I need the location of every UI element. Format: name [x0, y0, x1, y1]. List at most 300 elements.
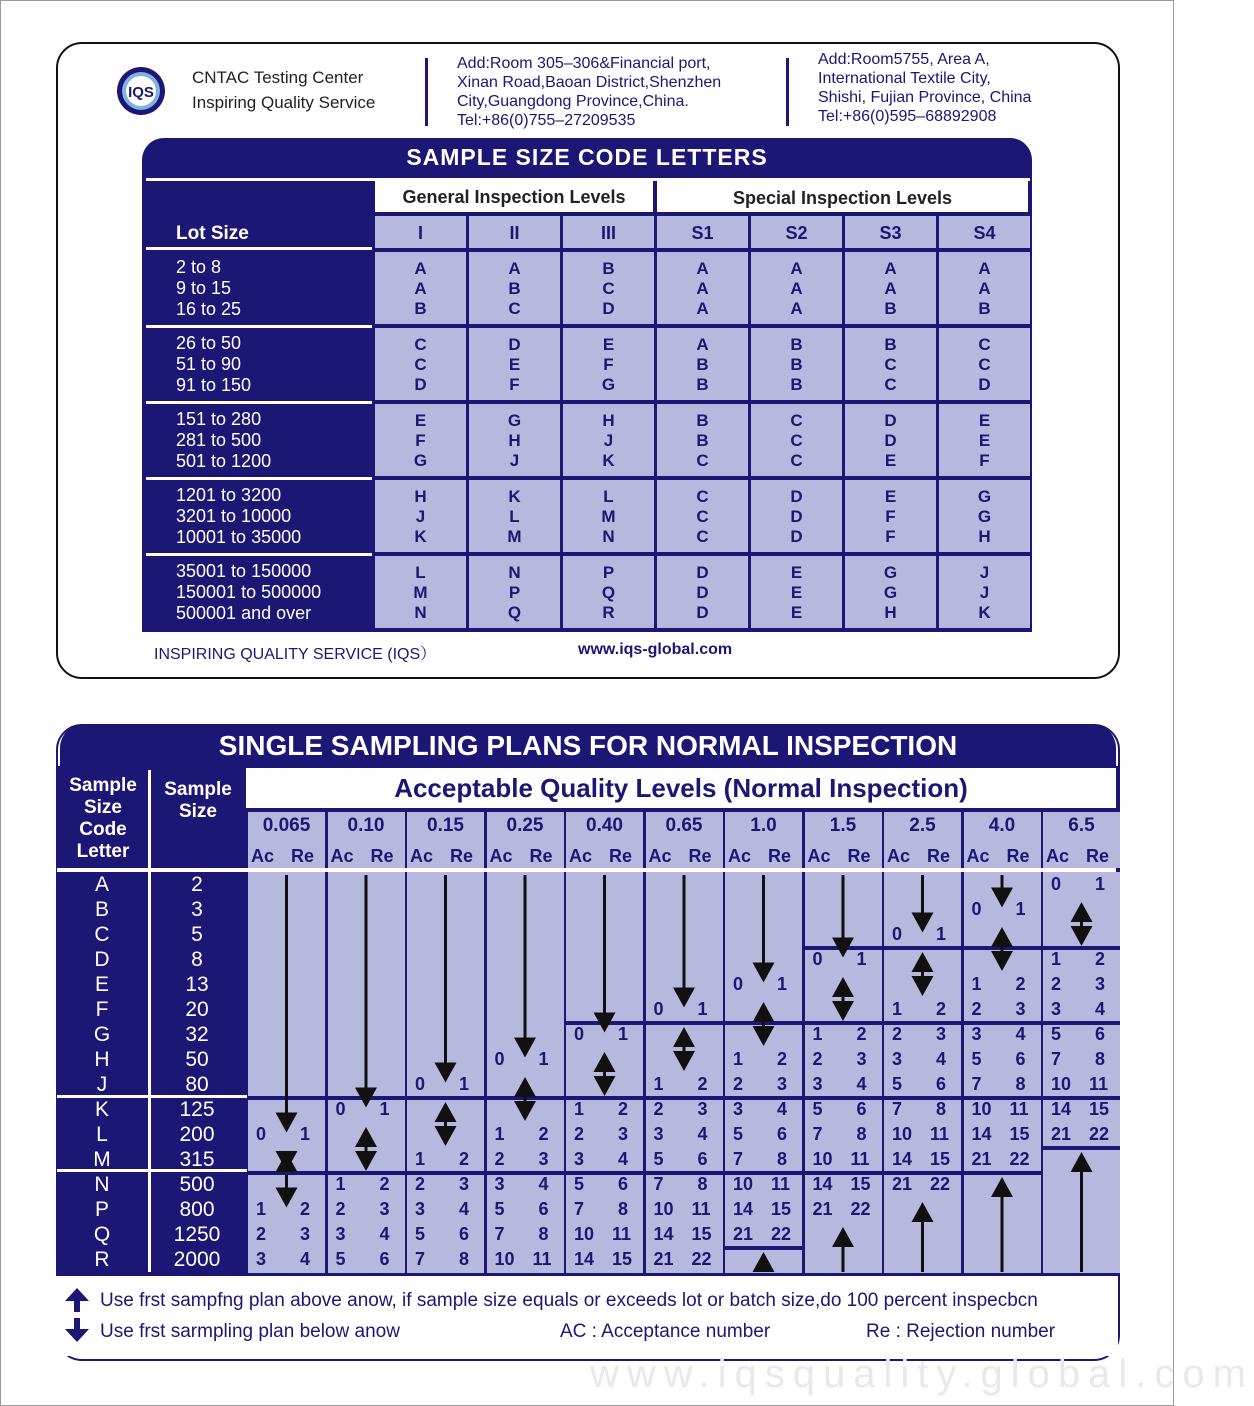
down-arrow-icon [355, 1151, 377, 1171]
re-value: 11 [1089, 1074, 1109, 1094]
re-value: 8 [777, 1149, 788, 1169]
lot-size-range: 16 to 25 [176, 299, 242, 319]
ac-value: 1 [653, 1074, 664, 1094]
lot-size-range: 35001 to 150000 [176, 561, 312, 581]
sample-size: 80 [185, 1073, 209, 1096]
re-value: 6 [777, 1124, 788, 1144]
re-value: 1 [856, 949, 867, 969]
re-value: 4 [697, 1124, 708, 1144]
re-value: 1 [300, 1124, 311, 1144]
lot-size-range: 10001 to 35000 [176, 527, 302, 547]
lot-size-range: 151 to 280 [176, 409, 262, 429]
code-letter: A [696, 335, 709, 354]
re-value: 4 [538, 1174, 549, 1194]
ac-value: 5 [1051, 1024, 1062, 1044]
code-letter: F [415, 431, 426, 450]
re-value: 6 [1015, 1049, 1026, 1069]
ac-value: 2 [256, 1224, 267, 1244]
code-letter: C [790, 411, 803, 430]
ac-value: 0 [574, 1024, 585, 1044]
ac-label: Ac [330, 846, 354, 866]
ac-label: Ac [251, 846, 275, 866]
code-letter: D [94, 948, 110, 971]
ac-label: Ac [807, 846, 831, 866]
code-letter: M [413, 583, 428, 602]
re-value: 6 [856, 1099, 867, 1119]
ac-value: 1 [812, 1024, 823, 1044]
ac-value: 14 [971, 1124, 992, 1144]
re-label: Re [768, 846, 792, 866]
re-value: 22 [691, 1249, 712, 1269]
code-letter: J [415, 507, 426, 526]
re-value: 1 [618, 1024, 629, 1044]
ac-value: 3 [971, 1024, 982, 1044]
ac-value: 7 [971, 1074, 982, 1094]
code-letter: F [509, 375, 520, 394]
code-letter: D [790, 507, 803, 526]
re-value: 22 [930, 1174, 951, 1194]
sample-size: 13 [185, 973, 209, 996]
aql-value: 0.10 [347, 815, 385, 836]
address-line: Tel:+86(0)755–27209535 [457, 112, 636, 129]
ac-value: 5 [971, 1049, 982, 1069]
address-line: Shishi, Fujian Province, China [818, 89, 1032, 106]
re-value: 4 [459, 1199, 470, 1219]
down-arrow-icon [753, 1026, 775, 1046]
footer-brand: INSPIRING QUALITY SERVICE (IQS） [154, 646, 437, 663]
ac-value: 1 [733, 1049, 744, 1069]
code-letter: E [414, 411, 427, 430]
down-arrow-icon [514, 1038, 536, 1058]
re-value: 15 [691, 1224, 712, 1244]
lot-size-range: 26 to 50 [176, 333, 242, 353]
ac-value: 0 [415, 1074, 426, 1094]
code-letter: Q [601, 583, 616, 602]
down-arrow-icon [991, 951, 1013, 971]
ac-value: 1 [256, 1199, 267, 1219]
code-letter: J [979, 563, 990, 582]
ac-value: 14 [892, 1149, 913, 1169]
code-letter: M [93, 1148, 111, 1171]
ac-value: 14 [574, 1249, 595, 1269]
sample-size: 800 [179, 1198, 215, 1221]
code-letter: E [790, 603, 803, 622]
code-letter: C [696, 451, 709, 470]
down-arrow-icon [594, 1076, 616, 1096]
ac-value: 3 [494, 1174, 505, 1194]
code-letter: D [696, 583, 709, 602]
note-down-arrow: Use frst sarmpling plan below anow [100, 1321, 400, 1342]
re-value: 2 [1015, 974, 1026, 994]
sample-size: 200 [179, 1123, 215, 1146]
brand-slogan: Inspiring Quality Service [192, 93, 376, 112]
re-value: 6 [936, 1074, 947, 1094]
ac-value: 5 [494, 1199, 505, 1219]
down-arrow-icon [673, 988, 695, 1008]
down-arrow-icon [1071, 926, 1093, 946]
sample-size: 125 [179, 1098, 215, 1121]
level-header: S4 [973, 223, 996, 243]
ac-value: 5 [733, 1124, 744, 1144]
ac-value: 5 [653, 1149, 664, 1169]
re-value: 8 [856, 1124, 867, 1144]
ac-value: 0 [971, 899, 982, 919]
re-value: 8 [618, 1199, 629, 1219]
re-value: 3 [538, 1149, 549, 1169]
aql-value: 1.5 [829, 815, 857, 836]
sample-size: 50 [185, 1048, 209, 1071]
ac-value: 21 [733, 1224, 754, 1244]
ac-value: 14 [733, 1199, 754, 1219]
ac-value: 7 [574, 1199, 585, 1219]
code-letter: C [978, 335, 991, 354]
code-letter: G [883, 583, 898, 602]
re-value: 3 [300, 1224, 311, 1244]
re-value: 4 [856, 1074, 867, 1094]
code-letter: D [602, 299, 615, 318]
level-header: S1 [691, 223, 714, 243]
code-letter: R [94, 1248, 110, 1271]
sample-size: 8 [191, 948, 203, 971]
re-value: 2 [459, 1149, 470, 1169]
re-value: 4 [777, 1099, 788, 1119]
code-letter: A [414, 279, 427, 298]
re-value: 15 [612, 1249, 633, 1269]
code-letter: A [696, 299, 709, 318]
re-value: 22 [850, 1199, 871, 1219]
address-line: International Textile City, [818, 70, 991, 87]
level-header: II [509, 223, 520, 243]
ac-value: 3 [892, 1049, 903, 1069]
code-letter: L [603, 487, 614, 506]
code-letter: D [978, 375, 991, 394]
ac-value: 3 [256, 1249, 267, 1269]
level-header: S3 [879, 223, 902, 243]
lot-size-range: 501 to 1200 [176, 451, 272, 471]
re-value: 22 [771, 1224, 792, 1244]
re-value: 1 [936, 924, 947, 944]
re-value: 6 [459, 1224, 470, 1244]
ac-value: 5 [892, 1074, 903, 1094]
code-letter: H [978, 527, 991, 546]
re-value: 3 [777, 1074, 788, 1094]
ac-value: 5 [415, 1224, 426, 1244]
re-value: 1 [1015, 899, 1026, 919]
header-line: Letter [76, 841, 130, 862]
down-arrow-icon [832, 1001, 854, 1021]
sample-size: 20 [185, 998, 209, 1021]
code-letter: L [96, 1123, 108, 1146]
code-letter: G [883, 563, 898, 582]
code-letter: M [507, 527, 522, 546]
aql-value: 4.0 [988, 815, 1016, 836]
code-letter: A [696, 259, 709, 278]
down-arrow-icon [276, 1188, 298, 1208]
code-letter: B [790, 335, 803, 354]
down-arrow-icon [912, 976, 934, 996]
code-letter: D [884, 411, 897, 430]
lot-size-range: 91 to 150 [176, 375, 252, 395]
code-letter: E [790, 583, 803, 602]
code-letter: A [790, 259, 803, 278]
code-letter: A [978, 259, 991, 278]
code-letter: E [978, 431, 991, 450]
sampling-plan-title: SINGLE SAMPLING PLANS FOR NORMAL INSPECTION [60, 724, 1116, 766]
code-letter: C [884, 355, 897, 374]
ac-value: 5 [812, 1099, 823, 1119]
svg-text:IQS: IQS [128, 84, 154, 101]
note-ac-definition: AC : Acceptance number [560, 1321, 771, 1342]
level-header: I [417, 223, 423, 243]
code-letter: J [979, 583, 990, 602]
re-value: 15 [930, 1149, 951, 1169]
code-letter: B [696, 411, 709, 430]
down-arrow-icon [832, 938, 854, 958]
re-value: 15 [771, 1199, 792, 1219]
re-value: 3 [379, 1199, 390, 1219]
re-label: Re [291, 846, 315, 866]
code-letter: H [94, 1048, 110, 1071]
code-letter: B [602, 259, 615, 278]
sample-size: 5 [191, 923, 203, 946]
ac-value: 0 [335, 1099, 346, 1119]
code-letter: A [696, 279, 709, 298]
ac-value: 1 [971, 974, 982, 994]
address-line: Xinan Road,Baoan District,Shenzhen [457, 74, 722, 91]
code-letter: C [790, 451, 803, 470]
down-arrow-icon [355, 1088, 377, 1108]
ac-value: 0 [256, 1124, 267, 1144]
sample-size: 32 [185, 1023, 209, 1046]
re-value: 4 [379, 1224, 390, 1244]
re-value: 1 [538, 1049, 549, 1069]
ac-value: 2 [733, 1074, 744, 1094]
code-letter: C [414, 355, 427, 374]
down-arrow-icon [594, 1013, 616, 1033]
code-letter: D [696, 563, 709, 582]
re-value: 8 [459, 1249, 470, 1269]
ac-value: 2 [574, 1124, 585, 1144]
ac-value: 10 [812, 1149, 833, 1169]
down-arrow-icon [514, 1101, 536, 1121]
header-line: Size [83, 797, 123, 818]
code-letter: P [508, 583, 521, 602]
code-letter: D [696, 603, 709, 622]
code-letter: J [96, 1073, 108, 1096]
re-value: 6 [379, 1249, 390, 1269]
ac-value: 1 [892, 999, 903, 1019]
code-letter: B [790, 355, 803, 374]
re-label: Re [927, 846, 951, 866]
ac-value: 21 [653, 1249, 674, 1269]
down-arrow-icon [991, 888, 1013, 908]
re-value: 8 [538, 1224, 549, 1244]
address-line: City,Guangdong Province,China. [457, 93, 689, 110]
code-letter: M [601, 507, 616, 526]
ac-value: 7 [892, 1099, 903, 1119]
code-letter: A [884, 259, 897, 278]
code-letter: J [603, 431, 614, 450]
ac-value: 1 [415, 1149, 426, 1169]
ac-value: 2 [892, 1024, 903, 1044]
re-value: 3 [697, 1099, 708, 1119]
ac-value: 0 [892, 924, 903, 944]
ac-value: 2 [494, 1149, 505, 1169]
code-letter: A [508, 259, 521, 278]
ac-value: 7 [1051, 1049, 1062, 1069]
re-value: 15 [1009, 1124, 1030, 1144]
ac-value: 2 [812, 1049, 823, 1069]
code-letter: Q [93, 1223, 111, 1246]
code-letter: E [602, 335, 615, 354]
code-letter: L [415, 563, 426, 582]
ac-value: 7 [653, 1174, 664, 1194]
code-letter: E [884, 487, 897, 506]
watermark: www.iqsquality.global.com [590, 1352, 1254, 1396]
ac-value: 0 [494, 1049, 505, 1069]
ac-value: 10 [892, 1124, 913, 1144]
re-label: Re [450, 846, 474, 866]
ac-value: 14 [653, 1224, 674, 1244]
code-letter: F [885, 527, 896, 546]
code-letter: B [790, 375, 803, 394]
address-line: Tel:+86(0)595–68892908 [818, 108, 997, 125]
ac-value: 2 [415, 1174, 426, 1194]
re-value: 15 [850, 1174, 871, 1194]
re-label: Re [1086, 846, 1110, 866]
code-letter: B [696, 355, 709, 374]
ac-label: Ac [887, 846, 911, 866]
down-arrow-icon [435, 1063, 457, 1083]
code-letter: R [602, 603, 615, 622]
ac-value: 7 [415, 1249, 426, 1269]
re-value: 1 [459, 1074, 470, 1094]
aql-value: 0.25 [506, 815, 544, 836]
level-header: S2 [785, 223, 808, 243]
code-letter: A [790, 299, 803, 318]
ac-value: 3 [733, 1099, 744, 1119]
ac-value: 7 [494, 1224, 505, 1244]
re-value: 2 [856, 1024, 867, 1044]
code-table-title: SAMPLE SIZE CODE LETTERS [406, 144, 768, 170]
code-letter: B [884, 335, 897, 354]
code-letter: A [978, 279, 991, 298]
header-line: Code [79, 819, 127, 840]
re-value: 4 [1015, 1024, 1026, 1044]
code-letter: A [94, 873, 109, 896]
code-letter: E [884, 451, 897, 470]
code-letter: D [884, 431, 897, 450]
ac-value: 10 [653, 1199, 674, 1219]
code-letter: F [885, 507, 896, 526]
ac-value: 5 [574, 1174, 585, 1194]
re-value: 6 [697, 1149, 708, 1169]
lot-size-range: 150001 to 500000 [176, 582, 322, 602]
code-letter: G [93, 1023, 111, 1046]
code-letter: B [978, 299, 991, 318]
re-value: 2 [1095, 949, 1106, 969]
re-value: 8 [1015, 1074, 1026, 1094]
brand-name: CNTAC Testing Center [192, 68, 364, 87]
code-letter: G [977, 487, 992, 506]
code-letter: N [508, 563, 521, 582]
ac-value: 1 [1051, 949, 1062, 969]
re-value: 11 [1009, 1099, 1029, 1119]
code-letter: C [414, 335, 427, 354]
re-value: 3 [856, 1049, 867, 1069]
ac-value: 0 [733, 974, 744, 994]
code-letter: K [508, 487, 521, 506]
code-letter: K [978, 603, 991, 622]
re-value: 6 [538, 1199, 549, 1219]
footer-url[interactable]: www.iqs-global.com [578, 641, 733, 658]
ac-value: 10 [733, 1174, 754, 1194]
ac-label: Ac [489, 846, 513, 866]
re-value: 3 [618, 1124, 629, 1144]
ac-value: 10 [971, 1099, 992, 1119]
re-value: 1 [1095, 874, 1106, 894]
code-letter: C [978, 355, 991, 374]
re-value: 11 [532, 1249, 552, 1269]
code-letter: P [94, 1198, 109, 1221]
ac-value: 10 [574, 1224, 595, 1244]
code-letter: C [696, 507, 709, 526]
code-letter: C [696, 527, 709, 546]
general-levels-header: General Inspection Levels [402, 187, 626, 207]
up-arrow-icon [64, 1287, 90, 1313]
re-value: 6 [1095, 1024, 1106, 1044]
code-letter: C [602, 279, 615, 298]
code-letter: B [884, 299, 897, 318]
code-letter: D [508, 335, 521, 354]
sample-size: 2 [191, 873, 203, 896]
code-letter: G [977, 507, 992, 526]
sample-size: 3 [191, 898, 203, 921]
code-letter: H [602, 411, 615, 430]
sample-size: 315 [179, 1148, 215, 1171]
address-line: Add:Room 305–306&Financial port, [457, 55, 711, 72]
re-value: 1 [379, 1099, 390, 1119]
ac-label: Ac [728, 846, 752, 866]
ac-value: 0 [812, 949, 823, 969]
ac-value: 0 [653, 999, 664, 1019]
re-value: 11 [612, 1224, 632, 1244]
ac-value: 3 [335, 1224, 346, 1244]
re-value: 11 [930, 1124, 950, 1144]
code-letter: G [507, 411, 522, 430]
aql-value: 0.40 [586, 815, 623, 836]
aql-value: 0.65 [665, 815, 703, 836]
code-letter: A [884, 279, 897, 298]
code-letter: K [94, 1098, 109, 1121]
code-letter: P [602, 563, 615, 582]
re-value: 22 [1009, 1149, 1030, 1169]
code-letter: J [509, 451, 520, 470]
code-letter: D [790, 527, 803, 546]
sample-size: 1250 [173, 1223, 221, 1246]
code-letter: E [790, 563, 803, 582]
re-label: Re [688, 846, 712, 866]
ac-value: 21 [971, 1149, 992, 1169]
code-letter: E [978, 411, 991, 430]
aql-value: 6.5 [1068, 815, 1095, 836]
code-letter: L [509, 507, 520, 526]
ac-label: Ac [1046, 846, 1070, 866]
down-arrow-icon [753, 963, 775, 983]
re-value: 2 [936, 999, 947, 1019]
ac-value: 7 [733, 1149, 744, 1169]
re-value: 2 [379, 1174, 390, 1194]
